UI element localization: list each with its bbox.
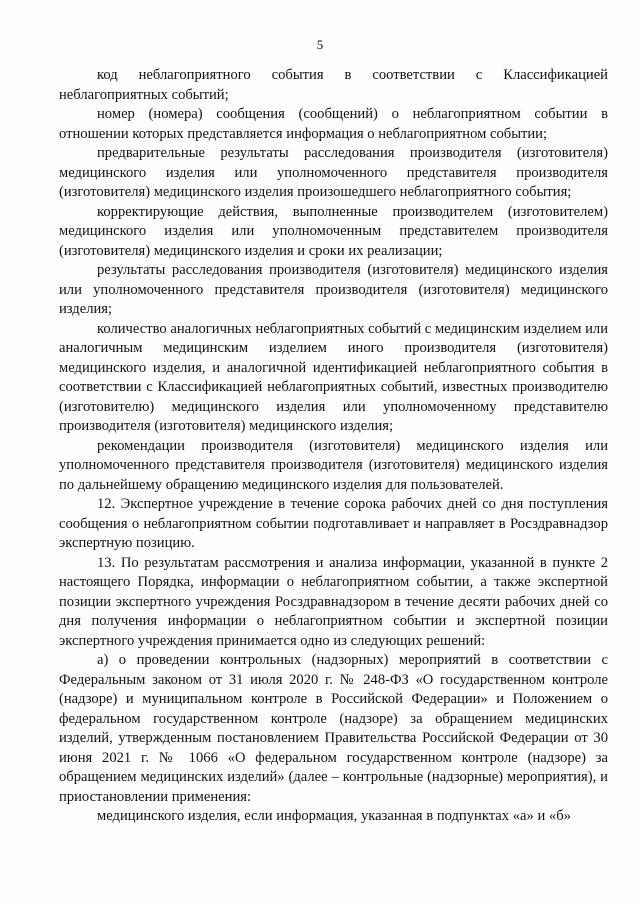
paragraph-similar-events: количество аналогичных неблагоприятных событий с медицинским изделием или аналогичным медицинским изделием иного производителя (изготовителя) медицинского изделия, и аналогичной идентификацией неблагоприятного события в соответствии с Классификацией неблагоприятных событий, известных производителю (изготовителю) медицинского изделия или уполномоченному представителю производителя (изготовителя) медицинского изделия; bbox=[59, 320, 608, 434]
paragraph-item-12: 12. Экспертное учреждение в течение сорока рабочих дней со дня поступления сообщения о неблагоприятном событии подготавливает и направляет в Росздравнадзор экспертную позицию. bbox=[59, 496, 608, 551]
paragraph-continuation: медицинского изделия, если информация, указанная в подпунктах «а» и «б» bbox=[97, 808, 571, 824]
paragraph-report-numbers: номер (номера) сообщения (сообщений) о неблагоприятном событии в отношении которых представляется информация о неблагоприятном событии; bbox=[59, 106, 608, 142]
document-body bbox=[59, 66, 608, 827]
paragraph-recommendations: рекомендации производителя (изготовителя) медицинского изделия или уполномоченного представителя производителя (изготовителя) медицинского изделия по дальнейшему обращению медицинского изделия для пользователей. bbox=[59, 437, 608, 493]
paragraph-subitem-a: а) о проведении контрольных (надзорных) мероприятий в соответствии с Федеральным законом от 31 июля 2020 г. № 248-ФЗ «О государственном контроле (надзоре) и муниципальном контроле в Российской Федерации» и Положением о федеральном государственном контроле (надзоре) за обращением медицинских изделий, утвержденным постановлением Правительства Российской Федерации от 30 июня 2021 г. № 1066 «О федеральном государственном контроле (надзоре) за обращением медицинских изделий» (далее – контрольные (надзорные) мероприятия), и приостановлении применения: bbox=[59, 652, 608, 805]
paragraph-event-code: код неблагоприятного события в соответствии с Классификацией неблагоприятных событий; bbox=[59, 67, 608, 103]
paragraph-investigation-results: результаты расследования производителя (изготовителя) медицинского изделия или уполномоченного представителя производителя (изготовителя) медицинского изделия; bbox=[59, 262, 608, 317]
paragraph-preliminary-results: предварительные результаты расследования производителя (изготовителя) медицинского изделия или уполномоченного представителя производителя (изготовителя) медицинского изделия произошедшего неблагоприятного события; bbox=[59, 145, 608, 200]
paragraph-corrective-actions: корректирующие действия, выполненные производителем (изготовителем) медицинского изделия или уполномоченным представителем производителя (изготовителя) медицинского изделия и сроки их реализации; bbox=[59, 203, 608, 259]
page-number: 5 bbox=[316, 37, 324, 52]
paragraph-item-13: 13. По результатам рассмотрения и анализа информации, указанной в пункте 2 настоящего Порядка, информации о неблагоприятном событии, а также экспертной позиции экспертного учреждения Росздравнадзором в течение десяти рабочих дней со дня получения информации о неблагоприятном событии и экспертной позиции экспертного учреждения принимается одно из следующих решений: bbox=[59, 554, 608, 649]
